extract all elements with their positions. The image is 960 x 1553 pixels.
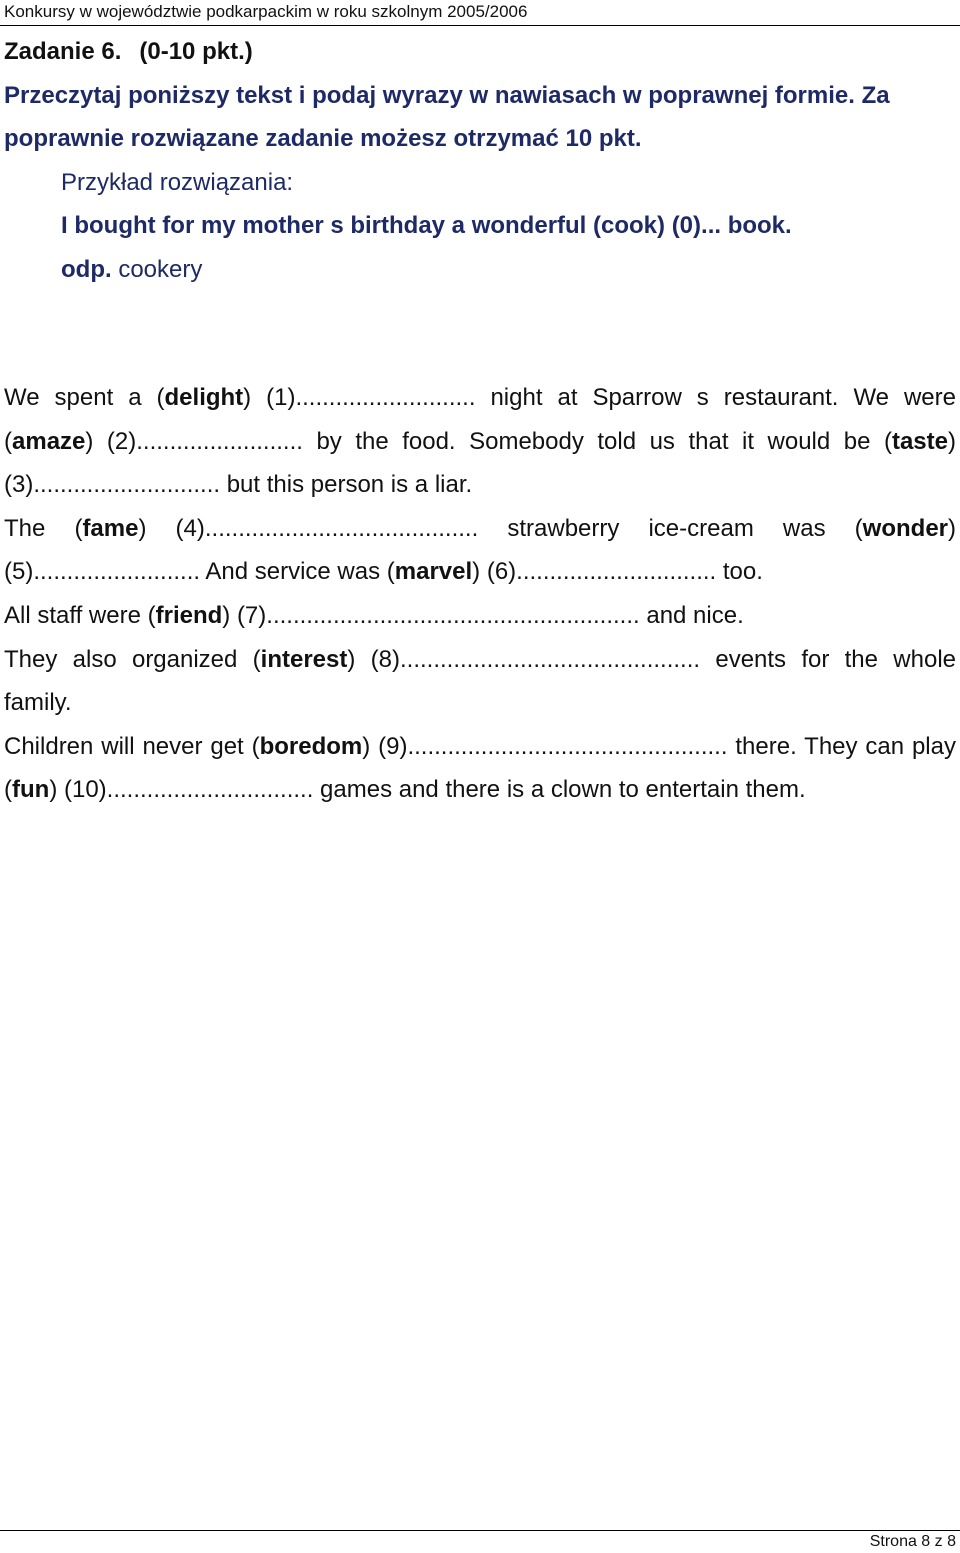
word-to-transform: taste (891, 427, 948, 455)
word-to-transform: amaze (12, 427, 86, 455)
exercise-text-segment: ) (5)......................... And service was ( (4, 514, 957, 586)
task-instruction: Przeczytaj poniższy tekst i podaj wyrazy w nawiasach w poprawnej formie. Za poprawnie rozwiązane zadanie możesz otrzymać 10 pkt. (4, 81, 890, 152)
task-number: Zadanie 6. (4, 38, 122, 65)
exercise-paragraph (4, 507, 956, 594)
exercise-text (4, 376, 956, 812)
exercise-text-segment: ) (1)........................... night at Sparrow s restaurant. We were ( (4, 384, 956, 455)
example-answer (61, 248, 956, 292)
exercise-paragraph (4, 376, 956, 507)
exercise-text-segment: ) (3)............................ but this person is a liar. (4, 427, 956, 499)
example-answer-label: odp. (61, 255, 112, 283)
task-points: (0-10 pkt.) (139, 38, 253, 65)
exercise-text-segment: ) (10)............................... games and there is a clown to entertain them. (49, 776, 806, 804)
header-divider (0, 25, 960, 26)
word-to-transform: fame (82, 514, 139, 542)
exercise-text-segment: They also organized ( (4, 645, 261, 673)
word-to-transform: delight (164, 384, 244, 411)
page-number: Strona 8 z 8 (869, 1533, 956, 1550)
example-heading: Przykład rozwiązania: (61, 168, 294, 196)
exercise-text-segment: ) (4)......................................... strawberry ice-cream was ( (138, 514, 863, 542)
word-to-transform: wonder (862, 514, 949, 542)
exercise-text-segment: Children will never get ( (4, 732, 260, 760)
exercise-text-segment: ) (6).............................. too. (472, 558, 763, 586)
exercise-text-segment: ) (9)................................................ there. They can play ( (4, 732, 956, 804)
example-answer-value: cookery (118, 255, 203, 283)
word-to-transform: marvel (394, 558, 473, 586)
word-to-transform: interest (260, 645, 348, 673)
exercise-text-segment: ) (2)......................... by the food. Somebody told us that it would be ( (85, 427, 892, 455)
exercise-text-segment: The ( (4, 514, 83, 542)
word-to-transform: fun (12, 776, 50, 804)
task-title (4, 30, 956, 74)
word-to-transform: boredom (259, 732, 363, 760)
task-block (4, 30, 956, 291)
word-to-transform: friend (155, 601, 223, 629)
exercise-text-segment: We spent a ( (4, 384, 165, 411)
page-header: Konkursy w województwie podkarpackim w roku szkolnym 2005/2006 (4, 2, 528, 21)
example-sentence: I bought for my mother s birthday a wonderful (cook) (0)... book. (61, 212, 792, 239)
exercise-text-segment: ) (7)........................................................ and nice. (222, 601, 744, 629)
example-block (61, 161, 956, 292)
exercise-paragraph (4, 594, 956, 638)
exercise-paragraph (4, 638, 956, 725)
exercise-text-segment: ) (8)............................................. events for the whole family. (4, 645, 957, 717)
footer-divider (0, 1530, 960, 1531)
exercise-paragraph (4, 725, 956, 812)
exercise-text-segment: All staff were ( (4, 601, 156, 629)
